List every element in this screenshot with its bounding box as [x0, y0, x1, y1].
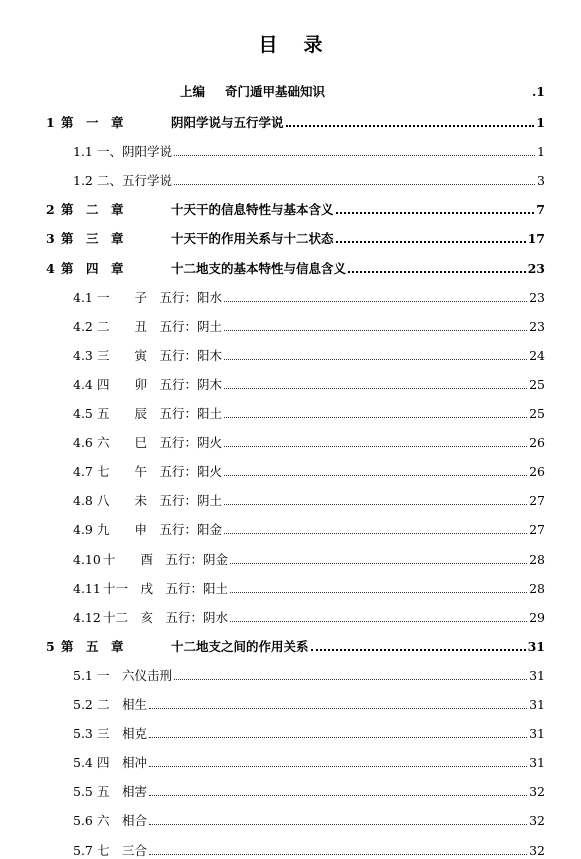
entry-number: 1.2 [73, 173, 93, 188]
toc-section-entry[interactable] [73, 608, 545, 626]
toc-chapter-entry[interactable] [46, 637, 545, 655]
dot-leader [149, 707, 527, 709]
dot-leader [149, 765, 527, 767]
entry-title: 十二地支的基本特性与信息含义 [171, 261, 347, 276]
dot-leader [224, 532, 527, 534]
entry-page-number: 17 [527, 231, 545, 246]
toc-chapter-entry[interactable] [46, 200, 545, 218]
dot-leader [286, 124, 535, 127]
chapter-label: 第 四 章 [61, 261, 124, 276]
entry-page-number: 32 [529, 813, 545, 828]
entry-title: 十天干的信息特性与基本含义 [171, 202, 334, 217]
entry-title: 一 六仪击刑 [97, 668, 173, 683]
toc-section-entry[interactable] [73, 346, 545, 364]
entry-title: 一 子 五行：阳水 [97, 290, 223, 305]
entry-number: 5.7 [73, 843, 93, 858]
entry-title: 阴阳学说与五行学说 [171, 115, 284, 130]
dot-leader [224, 503, 527, 505]
toc-section-entry[interactable] [73, 375, 545, 393]
dot-leader [224, 358, 527, 360]
entry-title: 四 相冲 [97, 755, 148, 770]
entry-page-number: 32 [529, 843, 545, 858]
entry-page-number: 28 [529, 581, 545, 596]
dot-leader [174, 678, 527, 680]
entry-title: 十天干的作用关系与十二状态 [171, 231, 334, 246]
toc-section-entry[interactable] [73, 579, 545, 597]
dot-leader [230, 591, 527, 593]
entry-title: 二、五行学说 [97, 173, 173, 188]
title-char-left: 目 [258, 34, 278, 56]
dot-leader [224, 445, 527, 447]
entry-number: 4.5 [73, 406, 93, 421]
entry-title: 二 相生 [97, 697, 148, 712]
entry-title: 十一 戌 五行：阳土 [103, 581, 229, 596]
chapter-label: 第 五 章 [61, 639, 124, 654]
toc-section-entry[interactable] [73, 433, 545, 451]
entry-title: 十二 亥 五行：阴水 [103, 610, 229, 625]
dot-leader [224, 300, 527, 302]
entry-title: 七 午 五行：阳火 [97, 464, 223, 479]
entry-page-number: 7 [536, 202, 545, 217]
entry-number: 5.4 [73, 755, 93, 770]
entry-title: 十 酉 五行：阴金 [103, 552, 229, 567]
dot-leader [348, 270, 526, 273]
entry-number: 4.7 [73, 464, 93, 479]
entry-number: 4.2 [73, 319, 93, 334]
dot-leader [224, 329, 527, 331]
entry-page-number: 3 [537, 173, 545, 188]
entry-page-number: 26 [529, 464, 545, 479]
entry-page-number: 23 [527, 261, 545, 276]
part-label: 上编 [180, 84, 206, 99]
entry-title: 五 相害 [97, 784, 148, 799]
dot-leader [149, 736, 527, 738]
dot-leader [149, 794, 527, 796]
part-page-number: .1 [531, 84, 545, 99]
entry-page-number: 31 [527, 639, 545, 654]
toc-chapter-entry[interactable] [46, 259, 545, 277]
entry-title: 三 寅 五行：阳木 [97, 348, 223, 363]
entry-page-number: 31 [529, 668, 545, 683]
entry-page-number: 27 [529, 522, 545, 537]
entry-number: 4.10 [73, 552, 101, 567]
entry-number: 5.3 [73, 726, 93, 741]
toc-section-entry[interactable] [73, 317, 545, 335]
entry-number: 5.1 [73, 668, 93, 683]
entry-page-number: 23 [529, 290, 545, 305]
dot-leader [224, 387, 527, 389]
entry-number: 4.4 [73, 377, 93, 392]
entry-number: 2 [46, 202, 55, 217]
entry-page-number: 1 [537, 144, 545, 159]
entry-page-number: 32 [529, 784, 545, 799]
entry-title: 五 辰 五行：阳土 [97, 406, 223, 421]
dot-leader [230, 620, 527, 622]
toc-section-entry[interactable] [73, 753, 545, 771]
part-title: 奇门遁甲基础知识 [225, 84, 326, 99]
entry-page-number: 25 [529, 377, 545, 392]
entry-page-number: 28 [529, 552, 545, 567]
entry-title: 四 卯 五行：阴木 [97, 377, 223, 392]
toc-chapter-entry[interactable] [46, 229, 545, 247]
dot-leader [224, 474, 527, 476]
entry-title: 六 巳 五行：阴火 [97, 435, 223, 450]
toc-part-entry[interactable] [180, 82, 545, 100]
entry-page-number: 31 [529, 726, 545, 741]
dot-leader [311, 648, 526, 651]
entry-number: 4.9 [73, 522, 93, 537]
entry-title: 八 未 五行：阴土 [97, 493, 223, 508]
toc-section-entry[interactable] [73, 404, 545, 422]
toc-section-entry[interactable] [73, 841, 545, 859]
entry-number: 5 [46, 639, 55, 654]
entry-title: 一、阴阳学说 [97, 144, 173, 159]
chapter-label: 第 一 章 [61, 115, 124, 130]
chapter-label: 第 三 章 [61, 231, 124, 246]
entry-number: 4.1 [73, 290, 93, 305]
dot-leader [149, 823, 527, 825]
entry-page-number: 27 [529, 493, 545, 508]
chapter-label: 第 二 章 [61, 202, 124, 217]
toc-section-entry[interactable] [73, 171, 545, 189]
toc-section-entry[interactable] [73, 288, 545, 306]
entry-page-number: 31 [529, 697, 545, 712]
entry-number: 1 [46, 115, 55, 130]
entry-number: 4.12 [73, 610, 101, 625]
toc-section-entry[interactable] [73, 724, 545, 742]
page-title [0, 30, 581, 57]
entry-number: 4.11 [73, 581, 101, 596]
entry-number: 4.6 [73, 435, 93, 450]
toc-section-entry[interactable] [73, 462, 545, 480]
toc-section-entry[interactable] [73, 550, 545, 568]
entry-title: 六 相合 [97, 813, 148, 828]
entry-title: 九 申 五行：阳金 [97, 522, 223, 537]
dot-leader [336, 211, 535, 214]
entry-number: 5.2 [73, 697, 93, 712]
entry-page-number: 1 [536, 115, 545, 130]
dot-leader [224, 416, 527, 418]
entry-number: 4.8 [73, 493, 93, 508]
entry-number: 4 [46, 261, 55, 276]
dot-leader [336, 240, 526, 243]
entry-number: 3 [46, 231, 55, 246]
entry-number: 4.3 [73, 348, 93, 363]
dot-leader [174, 154, 535, 156]
entry-title: 三 相克 [97, 726, 148, 741]
entry-title: 七 三合 [97, 843, 148, 858]
entry-page-number: 26 [529, 435, 545, 450]
entry-number: 5.5 [73, 784, 93, 799]
entry-number: 1.1 [73, 144, 93, 159]
dot-leader [230, 562, 527, 564]
toc-section-entry[interactable] [73, 811, 545, 829]
toc-section-entry[interactable] [73, 666, 545, 684]
toc-section-entry[interactable] [73, 782, 545, 800]
entry-title: 十二地支之间的作用关系 [171, 639, 309, 654]
toc-section-entry[interactable] [73, 520, 545, 538]
entry-page-number: 23 [529, 319, 545, 334]
entry-page-number: 24 [529, 348, 545, 363]
entry-title: 二 丑 五行：阴土 [97, 319, 223, 334]
entry-page-number: 29 [529, 610, 545, 625]
dot-leader [149, 853, 527, 855]
toc-section-entry[interactable] [73, 695, 545, 713]
entry-page-number: 31 [529, 755, 545, 770]
toc-section-entry[interactable] [73, 491, 545, 509]
title-char-right: 录 [303, 34, 323, 56]
toc-chapter-entry[interactable] [46, 113, 545, 131]
entry-number: 5.6 [73, 813, 93, 828]
entry-page-number: 25 [529, 406, 545, 421]
dot-leader [174, 183, 535, 185]
toc-section-entry[interactable] [73, 142, 545, 160]
